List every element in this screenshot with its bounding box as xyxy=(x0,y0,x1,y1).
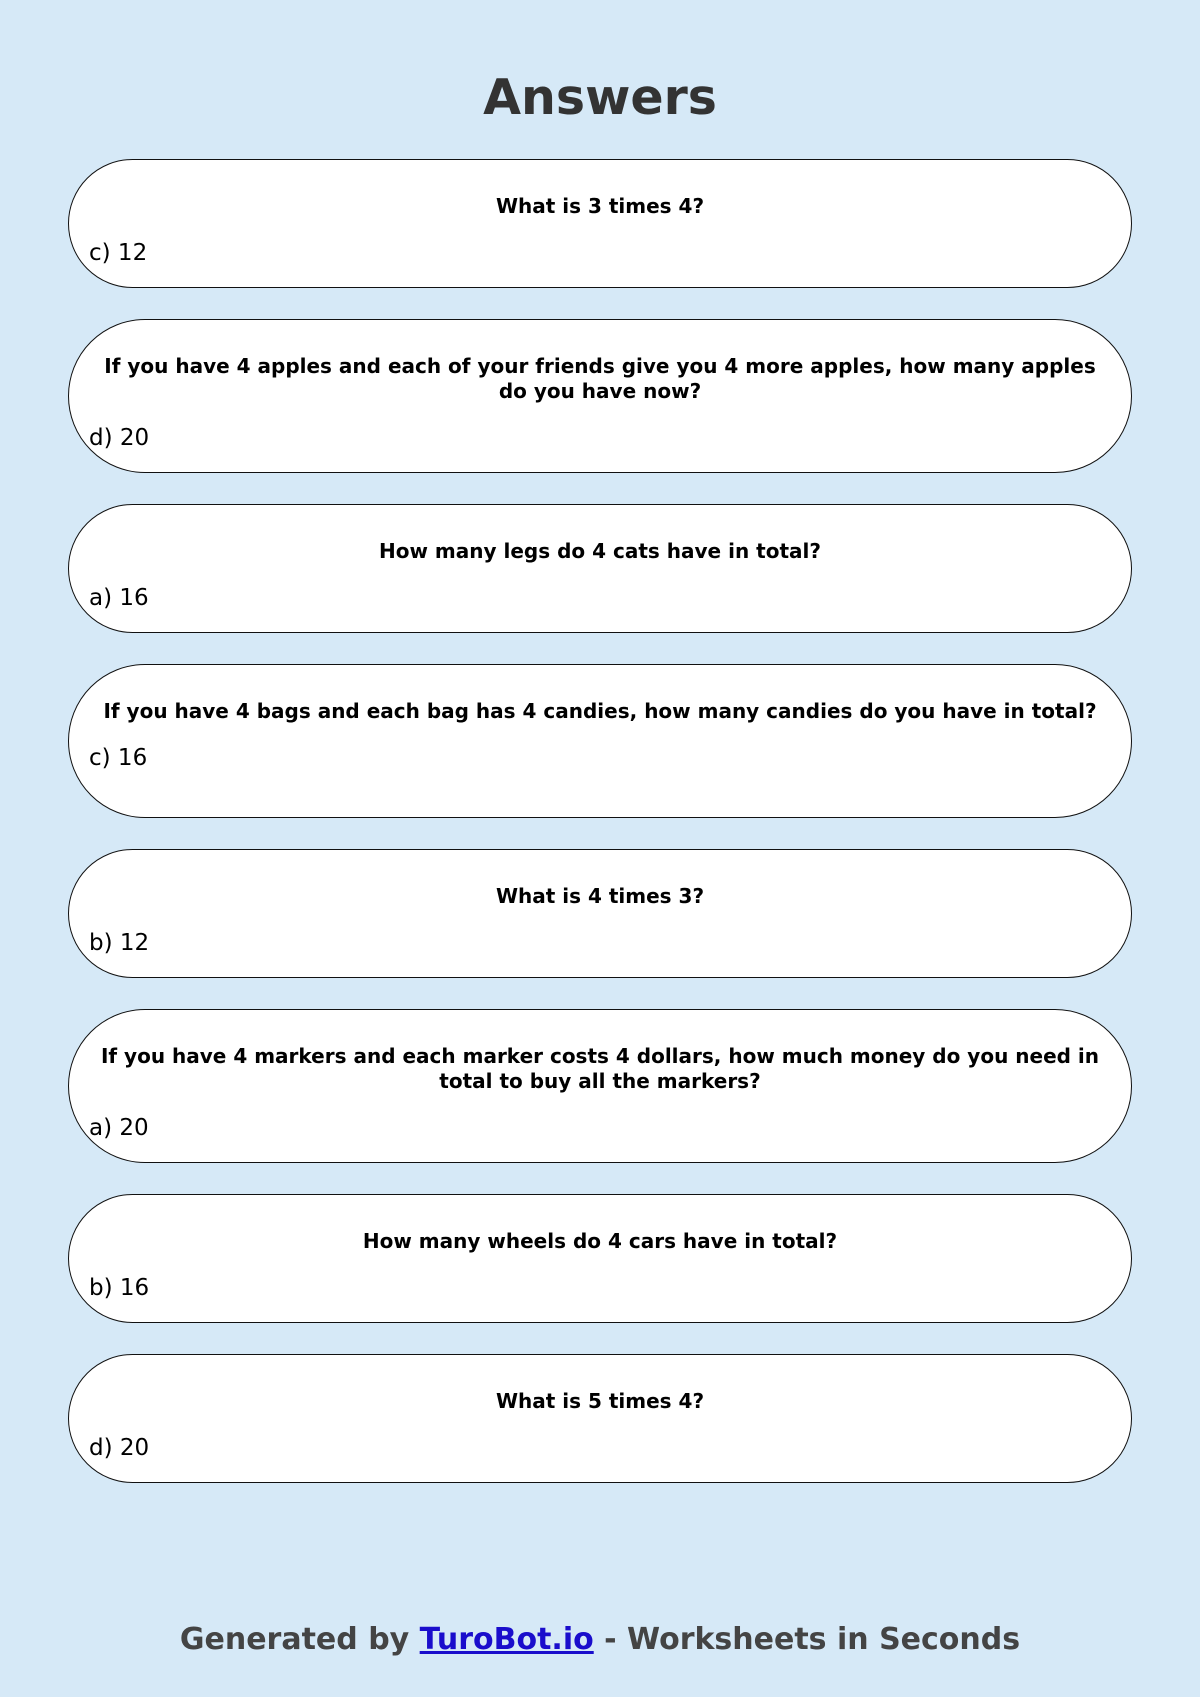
question-text: How many legs do 4 cats have in total? xyxy=(379,539,821,563)
answer-card-1 xyxy=(68,159,1132,288)
question-text: What is 3 times 4? xyxy=(495,194,705,218)
question-text: What is 5 times 4? xyxy=(495,1389,705,1413)
answer-text: a) 20 xyxy=(89,1115,149,1141)
answer-card-4 xyxy=(68,664,1132,818)
footer-suffix: - Worksheets in Seconds xyxy=(593,1622,1021,1657)
answer-text: d) 20 xyxy=(89,1435,150,1461)
answer-card-8 xyxy=(68,1354,1132,1483)
answer-text: a) 16 xyxy=(89,585,149,611)
turobot-link[interactable]: TuroBot.io xyxy=(419,1622,594,1657)
question-text: What is 4 times 3? xyxy=(495,884,705,908)
answer-text: b) 12 xyxy=(89,930,150,956)
answer-card-5 xyxy=(68,849,1132,978)
answer-text: c) 16 xyxy=(89,745,148,771)
answer-list xyxy=(68,159,1132,1514)
answer-text: c) 12 xyxy=(89,240,148,266)
answer-text: b) 16 xyxy=(89,1275,150,1301)
question-text: If you have 4 apples and each of your friends give you 4 more apples, how many apples do you have now? xyxy=(104,354,1096,403)
footer-prefix: Generated by xyxy=(179,1622,420,1657)
page-title: Answers xyxy=(483,69,717,126)
question-text: If you have 4 markers and each marker costs 4 dollars, how much money do you need in total to buy all the markers? xyxy=(100,1044,1100,1093)
question-text: If you have 4 bags and each bag has 4 candies, how many candies do you have in total? xyxy=(103,699,1097,723)
answer-text: d) 20 xyxy=(89,425,150,451)
answer-card-6 xyxy=(68,1009,1132,1163)
answer-card-7 xyxy=(68,1194,1132,1323)
answer-card-2 xyxy=(68,319,1132,473)
answer-card-3 xyxy=(68,504,1132,633)
question-text: How many wheels do 4 cars have in total? xyxy=(362,1229,838,1253)
footer xyxy=(0,1620,1200,1660)
